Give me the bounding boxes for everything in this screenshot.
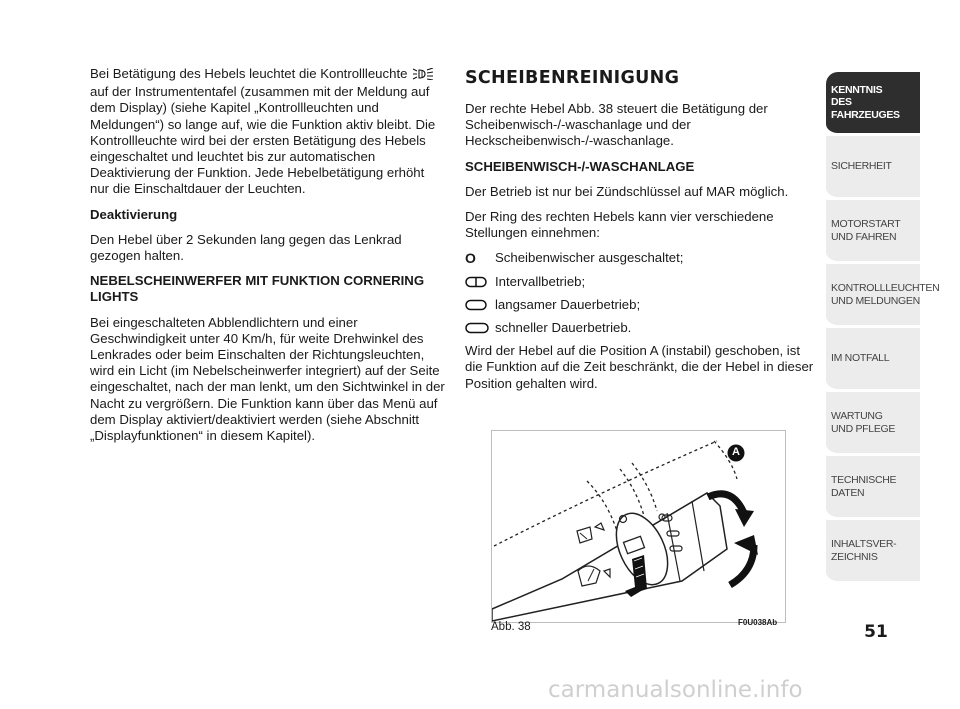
position-label: Intervallbetrieb; [495, 273, 586, 289]
off-symbol: O [465, 250, 476, 267]
position-label: langsamer Dauerbetrieb; [495, 296, 641, 312]
fog-light-warning-icon [411, 68, 435, 84]
tab-inhaltsverzeichnis[interactable]: INHALTSVER- ZEICHNIS [826, 520, 920, 584]
tab-kenntnis[interactable]: KENNTNIS DES FAHRZEUGES [826, 72, 920, 136]
intro-paragraph [90, 66, 445, 198]
tab-im-notfall[interactable]: IM NOTFALL [826, 328, 920, 392]
operation-note: Der Betrieb ist nur bei Zündschlüssel auf MAR möglich. [465, 183, 789, 199]
page-number: 51 [864, 622, 888, 642]
tab-sicherheit[interactable]: SICHERHEIT [826, 136, 920, 200]
position-off [465, 250, 821, 266]
sub-heading: SCHEIBENWISCH-/-WASCHANLAGE [465, 158, 695, 174]
tab-kontrollleuchten[interactable]: KONTROLLLEUCHTEN UND MELDUNGEN [826, 264, 920, 328]
position-label: Scheibenwischer ausgeschaltet; [495, 250, 684, 266]
tab-technische-daten[interactable]: TECHNISCHE DATEN [826, 456, 920, 520]
chapter-sidebar [826, 72, 940, 584]
intro-text-1: Bei Betätigung des Hebels leuchtet die Kontrollleuchte [90, 66, 408, 81]
tab-motorstart[interactable]: MOTORSTART UND FAHREN [826, 200, 920, 264]
figure-marker-a: A [732, 446, 740, 458]
slow-wiper-icon [465, 299, 495, 311]
figure-label: Abb. 38 [491, 621, 531, 633]
interval-icon [465, 276, 495, 288]
wiper-lever-figure [491, 430, 786, 623]
position-a-text: Wird der Hebel auf die Position A (instabil) geschoben, ist die Funktion auf die Zeit beschränkt, die der Hebel in dieser Position gehalten wird. [465, 343, 814, 391]
left-column [90, 66, 445, 453]
position-fast [465, 320, 821, 336]
deactivation-heading: Deaktivierung [90, 206, 178, 222]
intro-text-2: auf der Instrumententafel (zusammen mit der Meldung auf dem Display) (siehe Kapitel „Kontrollleuchten und Meldungen“) so lange auf, wie die Funktion aktiv bleibt. Die Kontrollleuchte wird bei der ersten Betätigung des Hebels eingeschaltet und leuchtet bis zur automatischen Deaktivierung der Funktion. Jede Hebelbetätigung erhöht nur die Einschaltdauer der Leuchten. [90, 84, 436, 197]
figure-code: F0U038Ab [738, 618, 778, 627]
tab-wartung[interactable]: WARTUNG UND PFLEGE [826, 392, 920, 456]
deactivation-text: Den Hebel über 2 Sekunden lang gegen das Lenkrad gezogen halten. [90, 231, 402, 264]
fog-lights-text: Bei eingeschalteten Abblendlichtern und einer Geschwindigkeit unter 40 Km/h, für weite Drehwinkel des Lenkrades oder beim Einschalten der Richtungsleuchten, wird ein Licht (im Nebelscheinwerfer integriert) auf der Seite eingeschaltet, nach der man lenkt, um den Sichtwinkel in der Nacht zu vergrößern. Die Funktion kann über das Menü auf dem Display aktiviert/deaktiviert werden (siehe Abschnitt „Displayfunktionen“ in diesem Kapitel). [90, 314, 445, 444]
position-label: schneller Dauerbetrieb. [495, 320, 632, 336]
right-column [465, 66, 821, 401]
position-interval [465, 274, 821, 290]
section-intro: Der rechte Hebel Abb. 38 steuert die Betätigung der Scheibenwisch-/-waschanlage und der Heckscheibenwisch-/-waschanlage. [465, 101, 768, 149]
section-title: SCHEIBENREINIGUNG [465, 68, 680, 88]
watermark: carmanualsonline.info [548, 677, 803, 703]
fog-lights-heading: NEBELSCHEINWERFER MIT FUNKTION CORNERING LIGHTS [90, 273, 425, 305]
ring-intro: Der Ring des rechten Hebels kann vier verschiedene Stellungen einnehmen: [465, 209, 774, 241]
fast-wiper-icon [465, 322, 495, 334]
position-slow [465, 297, 821, 313]
